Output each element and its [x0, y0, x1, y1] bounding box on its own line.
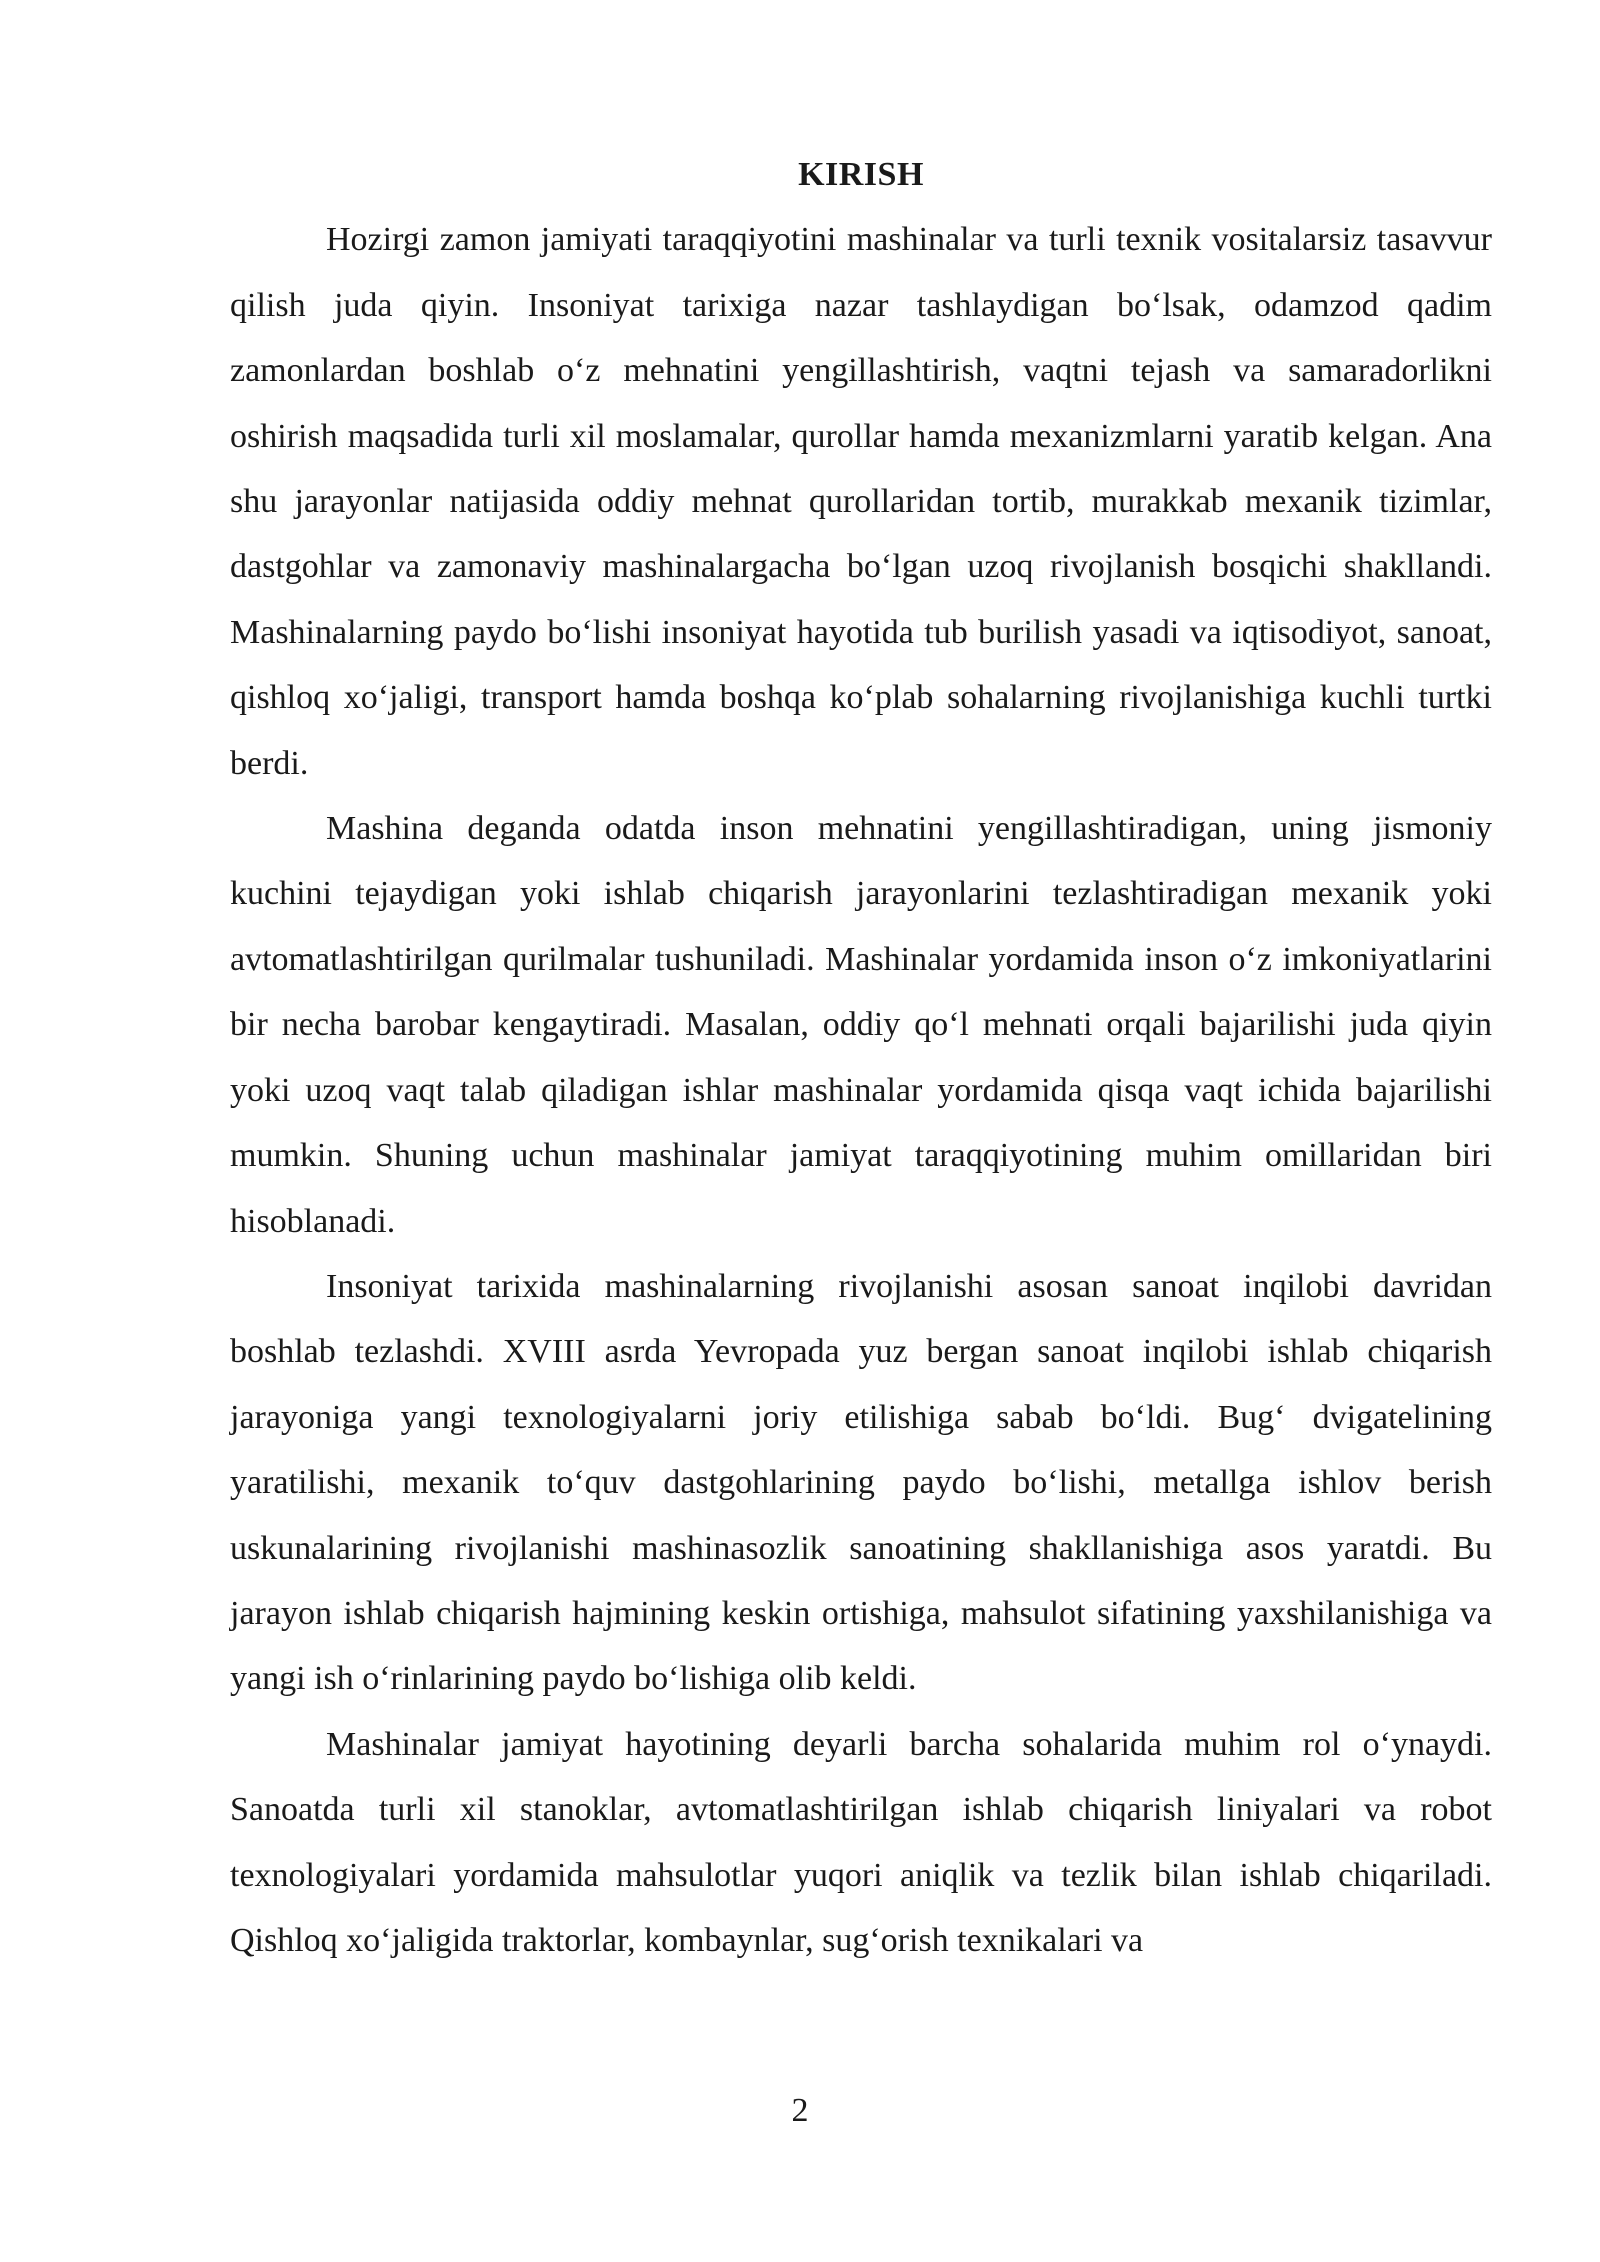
paragraph: Hozirgi zamon jamiyati taraqqiyotini mashinalar va turli texnik vositalarsiz tasavvur qilish juda qiyin. Insoniyat tarixiga nazar tashlaydigan boʻlsak, odamzod qadim zamonlardan boshlab oʻz mehnatini yengillashtirish, vaqtni tejash va samaradorlikni oshirish maqsadida turli xil moslamalar, qurollar hamda mexanizmlarni yaratib kelgan. Ana shu jarayonlar natijasida oddiy mehnat qurollaridan tortib, murakkab mexanik tizimlar, dastgohlar va zamonaviy mashinalargacha boʻlgan uzoq rivojlanish bosqichi shakllandi. Mashinalarning paydo boʻlishi insoniyat hayotida tub burilish yasadi va iqtisodiyot, sanoat, qishloq xoʻjaligi, transport hamda boshqa koʻplab sohalarning rivojlanishiga kuchli turtki berdi.: [230, 221, 1492, 782]
section-title: KIRISH: [798, 156, 924, 193]
document-page: [230, 142, 1492, 1973]
page-number: 2: [791, 2092, 809, 2129]
paragraph: Mashinalar jamiyat hayotining deyarli barcha sohalarida muhim rol oʻynaydi. Sanoatda turli xil stanoklar, avtomatlashtirilgan ishlab chiqarish liniyalari va robot texnologiyalari yordamida mahsulotlar yuqori aniqlik va tezlik bilan ishlab chiqariladi. Qishloq xoʻjaligida traktorlar, kombaynlar, sugʻorish texnikalari va: [230, 1725, 1492, 1959]
paragraph: Mashina deganda odatda inson mehnatini yengillashtiradigan, uning jismoniy kuchini tejaydigan yoki ishlab chiqarish jarayonlarini tezlashtiradigan mexanik yoki avtomatlashtirilgan qurilmalar tushuniladi. Mashinalar yordamida inson oʻz imkoniyatlarini bir necha barobar kengaytiradi. Masalan, oddiy qoʻl mehnati orqali bajarilishi juda qiyin yoki uzoq vaqt talab qiladigan ishlar mashinalar yordamida qisqa vaqt ichida bajarilishi mumkin. Shuning uchun mashinalar jamiyat taraqqiyotining muhim omillaridan biri hisoblanadi.: [230, 810, 1492, 1240]
paragraph: Insoniyat tarixida mashinalarning rivojlanishi asosan sanoat inqilobi davridan boshlab tezlashdi. XVIII asrda Yevropada yuz bergan sanoat inqilobi ishlab chiqarish jarayoniga yangi texnologiyalarni joriy etilishiga sabab boʻldi. Bugʻ dvigatelining yaratilishi, mexanik toʻquv dastgohlarining paydo boʻlishi, metallga ishlov berish uskunalarining rivojlanishi mashinasozlik sanoatining shakllanishiga asos yaratdi. Bu jarayon ishlab chiqarish hajmining keskin ortishiga, mahsulot sifatining yaxshilanishiga va yangi ish oʻrinlarining paydo boʻlishiga olib keldi.: [230, 1267, 1492, 1698]
